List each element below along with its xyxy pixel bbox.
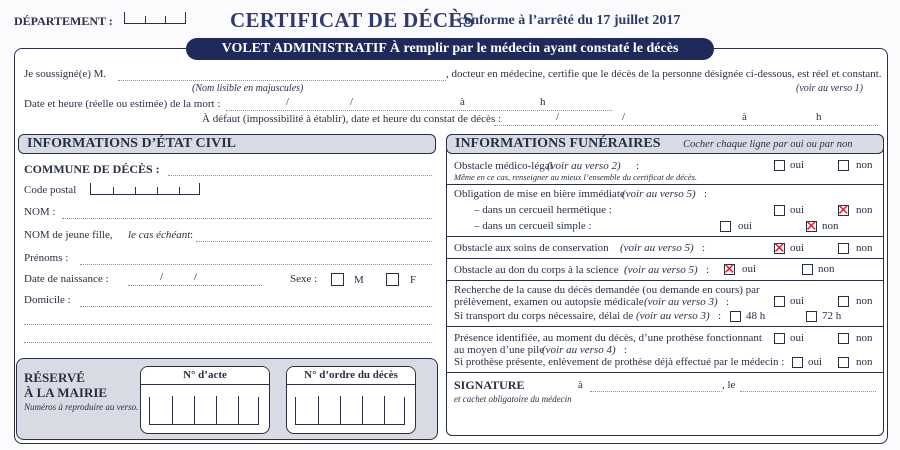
voir-verso-5: (voir au verso 5) — [624, 264, 698, 276]
row-divider — [446, 280, 884, 281]
page-title-suffix: conforme à l’arrêté du 17 juillet 2017 — [458, 13, 681, 28]
obstacle-ml-label: Obstacle médico-légal — [454, 160, 553, 172]
non-label: non — [856, 159, 873, 171]
departement-label: DÉPARTEMENT : — [14, 14, 113, 28]
row-divider — [446, 326, 884, 327]
simple-label: – dans un cercueil simple : — [474, 220, 592, 232]
domicile-field-3[interactable] — [24, 342, 432, 343]
a-la-mairie-label: À LA MAIRIE — [24, 385, 108, 400]
oui-label: oui — [790, 242, 805, 254]
date-sep: / — [622, 111, 626, 123]
nom-lisible-hint: (Nom lisible en majuscules) — [192, 83, 304, 94]
row-divider — [446, 258, 884, 259]
non-label: non — [856, 242, 873, 254]
transport-48h[interactable] — [730, 311, 741, 322]
enlevement-oui[interactable] — [792, 357, 803, 368]
n-acte-title: N° d’acte — [141, 367, 269, 385]
a-label: à — [578, 379, 583, 391]
domicile-field-1[interactable] — [80, 306, 432, 307]
domicile-label: Domicile : — [24, 294, 71, 306]
date-mort-field[interactable] — [226, 110, 612, 111]
date-sep: / — [556, 111, 560, 123]
row-divider — [446, 372, 884, 373]
n-ordre-cells[interactable] — [295, 397, 405, 425]
non-label: non — [818, 263, 835, 275]
recherche-label-2: prélèvement, examen ou autopsie médicale — [454, 296, 644, 308]
voir-verso-3: (voir au verso 3) — [644, 296, 718, 308]
nom-label: NOM : — [24, 206, 56, 218]
recherche-oui[interactable] — [774, 296, 785, 307]
commune-field[interactable] — [168, 175, 432, 176]
simple-oui[interactable] — [720, 221, 731, 232]
n-ordre-title: N° d’ordre du décès — [287, 367, 415, 385]
commune-label: COMMUNE DE DÉCÈS : — [24, 162, 160, 176]
non-label: non — [856, 204, 873, 216]
h72-label: 72 h — [822, 310, 842, 322]
voir-verso-1: (voir au verso 1) — [796, 83, 863, 94]
prothese-oui[interactable] — [774, 333, 785, 344]
oui-label: oui — [808, 356, 823, 368]
prothese-non[interactable] — [838, 333, 849, 344]
funeraires-title: INFORMATIONS FUNÉRAIRES — [455, 136, 661, 151]
cachet-note: et cachet obligatoire du médecin — [454, 394, 572, 404]
n-ordre-box[interactable] — [286, 366, 416, 434]
colon: : — [704, 188, 708, 200]
oui-label: oui — [790, 295, 805, 307]
soins-oui[interactable] — [774, 243, 785, 254]
row-divider — [446, 184, 884, 185]
nom-jeune-fille-field[interactable] — [196, 241, 432, 242]
colon: : — [190, 229, 194, 241]
funeraires-subtitle: Cocher chaque ligne par oui ou par non — [683, 139, 853, 150]
voir-verso-4: (voir au verso 4) — [542, 344, 616, 356]
colon: : — [636, 160, 640, 172]
page-title: CERTIFICAT DE DÉCÈS — [230, 8, 475, 32]
row-divider — [446, 236, 884, 237]
funeraires-header — [446, 134, 884, 154]
numeros-note: Numéros à reproduire au verso. — [24, 402, 139, 412]
oui-label: oui — [790, 159, 805, 171]
prenoms-label: Prénoms : — [24, 252, 69, 264]
code-postal-label: Code postal — [24, 184, 77, 196]
colon: : — [702, 242, 706, 254]
n-acte-cells[interactable] — [149, 397, 259, 425]
date-sep: / — [350, 96, 354, 108]
medecin-name-field[interactable] — [118, 80, 446, 81]
n-acte-box[interactable] — [140, 366, 270, 434]
recherche-label-1: Recherche de la cause du décès demandée (ou demande en cours) par — [454, 284, 760, 296]
signature-date-field[interactable] — [740, 391, 876, 392]
hermetique-oui[interactable] — [774, 205, 785, 216]
obstacle-ml-oui[interactable] — [774, 160, 785, 171]
oui-label: oui — [790, 332, 805, 344]
docteur-text: , docteur en médecine, certifie que le décès de la personne désignée ci-dessous, est réel et constant. — [446, 68, 882, 80]
volet-banner: VOLET ADMINISTRATIF À remplir par le médecin ayant constaté le décès — [186, 38, 714, 60]
recherche-non[interactable] — [838, 296, 849, 307]
non-label: non — [856, 295, 873, 307]
le-label: , le — [722, 379, 736, 391]
etat-civil-title: INFORMATIONS D’ÉTAT CIVIL — [27, 136, 236, 151]
soins-label: Obstacle aux soins de conservation — [454, 242, 609, 254]
obstacle-ml-non[interactable] — [838, 160, 849, 171]
don-label: Obstacle au don du corps à la science — [454, 264, 619, 276]
soins-non[interactable] — [838, 243, 849, 254]
simple-non[interactable] — [806, 221, 817, 232]
enlevement-non[interactable] — [838, 357, 849, 368]
obstacle-ml-note: Même en ce cas, renseigner au mieux l’ensemble du certificat de décès. — [454, 172, 698, 182]
don-non[interactable] — [802, 264, 813, 275]
signature-label: SIGNATURE — [454, 378, 525, 392]
sexe-m-checkbox[interactable] — [331, 273, 344, 286]
voir-verso-5: (voir au verso 5) — [622, 188, 696, 200]
le-cas-echeant: le cas échéant — [128, 229, 191, 241]
sexe-label: Sexe : — [290, 273, 318, 285]
h-label: h — [816, 111, 822, 123]
voir-verso-3: (voir au verso 3) — [636, 310, 710, 322]
prothese-label-1: Présence identifiée, au moment du décès, d’une prothèse fonctionnant — [454, 332, 762, 344]
defaut-label: À défaut (impossibilité à établir), date et heure du constat de décès : — [202, 113, 502, 125]
soussigne-label: Je soussigné(e) M. — [24, 68, 107, 80]
non-label: non — [856, 356, 873, 368]
h-label: h — [540, 96, 546, 108]
a-label: à — [460, 96, 465, 108]
enlevement-label: Si prothèse présente, enlèvement de prothèse déjà effectué par le médecin : — [454, 356, 785, 368]
date-sep: / — [160, 271, 164, 283]
domicile-field-2[interactable] — [24, 324, 432, 325]
code-postal-input[interactable] — [90, 183, 200, 195]
transport-72h[interactable] — [806, 311, 817, 322]
etat-civil-header — [18, 134, 436, 154]
non-label: non — [822, 220, 839, 232]
sexe-m-label: M — [354, 274, 364, 286]
don-oui[interactable] — [724, 264, 735, 275]
date-naissance-field[interactable] — [128, 285, 262, 286]
a-label: à — [742, 111, 747, 123]
reserve-label: RÉSERVÉ — [24, 370, 85, 385]
voir-verso-5: (voir au verso 5) — [620, 242, 694, 254]
colon: : — [624, 344, 628, 356]
oui-label: oui — [790, 204, 805, 216]
date-mort-label: Date et heure (réelle ou estimée) de la mort : — [24, 98, 221, 110]
obligation-label: Obligation de mise en bière immédiate — [454, 188, 625, 200]
sexe-f-label: F — [410, 274, 417, 286]
date-naissance-label: Date de naissance : — [24, 273, 109, 285]
sexe-f-checkbox[interactable] — [386, 273, 399, 286]
prothese-label-2: au moyen d’une pile — [454, 344, 545, 356]
hermetique-non[interactable] — [838, 205, 849, 216]
date-sep: / — [194, 271, 198, 283]
colon: : — [718, 310, 722, 322]
departement-input[interactable] — [124, 12, 186, 24]
transport-label: Si transport du corps nécessaire, délai de — [454, 310, 634, 322]
hermetique-label: – dans un cercueil hermétique : — [474, 204, 612, 216]
signature-lieu-field[interactable] — [590, 391, 722, 392]
oui-label: oui — [742, 263, 757, 275]
prenoms-field[interactable] — [80, 264, 432, 265]
colon: : — [726, 296, 730, 308]
h48-label: 48 h — [746, 310, 766, 322]
colon: : — [706, 264, 710, 276]
oui-label: oui — [738, 220, 753, 232]
non-label: non — [856, 332, 873, 344]
voir-verso-2: (voir au verso 2) — [547, 160, 621, 172]
date-sep: / — [286, 96, 290, 108]
date-constat-field[interactable] — [494, 125, 878, 126]
nom-jeune-fille-label: NOM de jeune fille, — [24, 229, 113, 241]
nom-field[interactable] — [62, 218, 432, 219]
